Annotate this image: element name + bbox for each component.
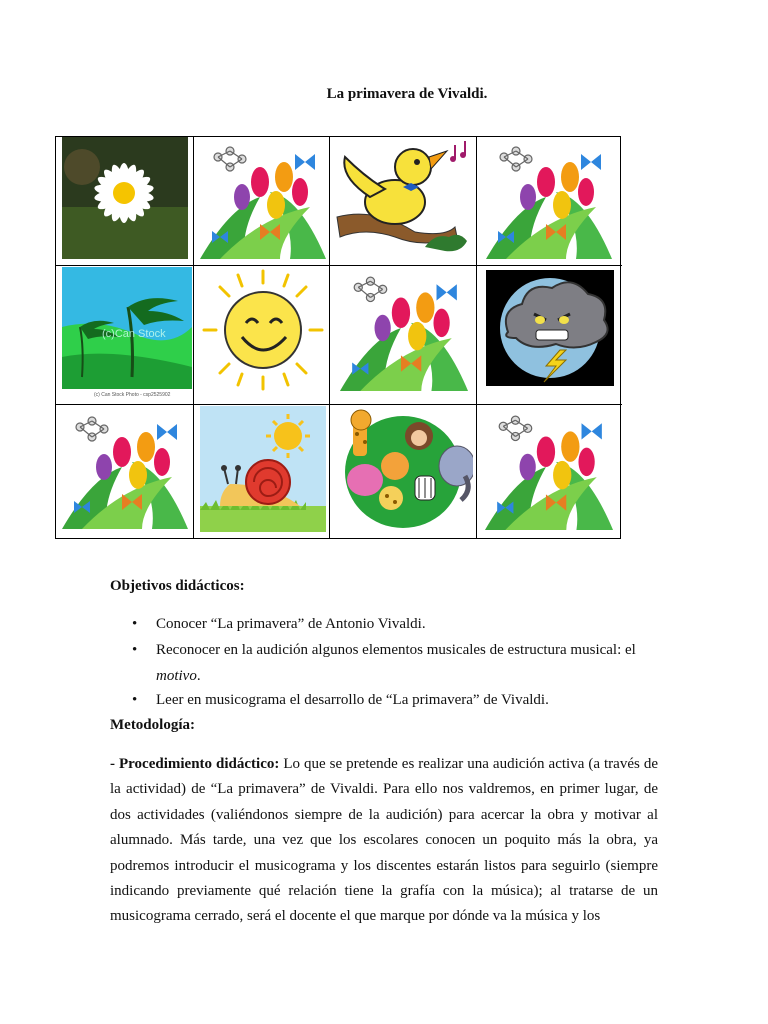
grid-divider [476,137,477,538]
daisy-image [62,137,188,259]
methodology-heading: Metodología: [110,717,195,733]
methodology-paragraph [110,752,658,930]
grid-divider [193,137,194,538]
grid-divider [56,265,622,266]
tulips-image [483,406,615,530]
tulips-image [62,406,188,530]
objectives-list [110,614,660,711]
snail-image [200,406,326,532]
objectives-heading: Objetivos didácticos: [110,578,245,594]
jungle-animals-image [335,406,473,536]
tulips-image [200,137,326,259]
svg-text:(c)Can Stock: (c)Can Stock [102,328,166,340]
tulips-image [483,137,615,259]
list-item [110,614,660,635]
singing-bird-image [335,137,473,259]
watermark-caption: (c) Can Stock Photo - csp2525902 [94,392,171,397]
grid-divider [329,137,330,538]
list-item-text: Leer en musicograma el desarrollo de “La primavera” de Vivaldi. [156,692,549,708]
picture-grid [55,136,621,539]
tulips-image [335,267,473,391]
procedure-text: Lo que se pretende es realizar una audición activa (a través de la actividad) de “La primavera” de Vivaldi. Para ello nos valdremos, en primer lugar, de dos actividades (valiéndonos siempre de la audición) para acercar la obra y motivar al alumnado. Más tarde, una vez que los escolares conocen un poquito más la obra, ya podremos introducir el musicograma y los discentes estarán listos para seguirlo (siempre indicando previamente qué relación tiene la grafía con la música); al tratarse de un musicograma cerrado, será el docente el que marque por dónde va la música y los [110,756,658,925]
list-item [110,690,660,711]
list-item-italic: motivo [156,667,197,684]
procedure-label: - Procedimiento didáctico: [110,756,280,772]
list-item [110,638,660,689]
document-title: La primavera de Vivaldi. [326,86,488,102]
windy-trees-image [62,267,192,397]
list-item-text: Reconocer en la audición algunos elementos musicales de estructura musical: el [156,642,636,658]
list-item-text: Conocer “La primavera” de Antonio Vivaldi. [156,616,426,632]
grid-divider [56,404,622,405]
list-item-text: . [196,667,201,684]
storm-cloud-image [486,270,614,386]
sun-image [200,267,326,393]
